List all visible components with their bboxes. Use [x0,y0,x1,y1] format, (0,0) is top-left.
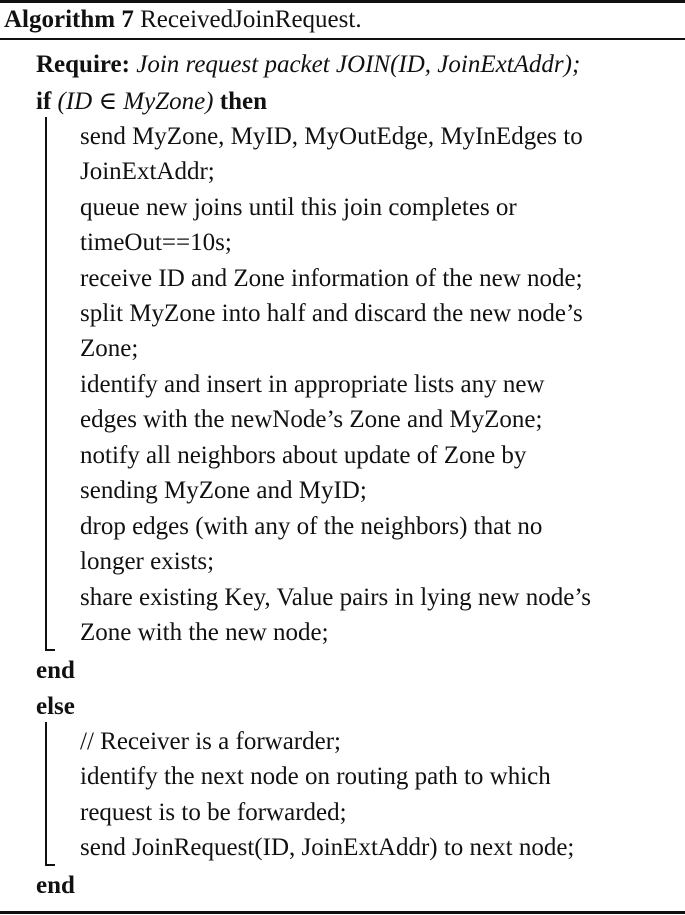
then-line: split MyZone into half and discard the new node’s [80,300,583,327]
then-keyword: then [219,88,267,115]
then-line: Zone with the new node; [80,619,329,646]
require-keyword: Require: [36,51,130,78]
then-line: receive ID and Zone information of the new node; [80,265,583,292]
then-line: share existing Key, Value pairs in lying new node’s [80,584,592,611]
caption-rule [0,38,685,40]
then-line: drop edges (with any of the neighbors) that no [80,513,543,540]
else-line: // Receiver is a forwarder; [80,728,341,755]
then-line: Zone; [80,335,139,362]
algorithm-label: Algorithm 7 [4,6,134,33]
else-line: identify the next node on routing path to which [80,763,551,790]
then-line: notify all neighbors about update of Zone by [80,442,527,469]
algorithm-caption [4,5,362,35]
top-rule [0,0,685,3]
then-line: send MyZone, MyID, MyOutEdge, MyInEdges to [80,123,583,150]
then-line: JoinExtAddr; [80,158,215,185]
else-line: request is to be forwarded; [80,799,347,826]
then-scope-tick [45,649,55,651]
else-keyword: else [36,693,75,720]
require-line [36,50,580,80]
if-line [36,87,267,117]
then-line: longer exists; [80,548,215,575]
if-condition: (ID ∈ MyZone) [57,88,214,115]
then-line: queue new joins until this join completes or [80,194,517,221]
then-line: timeOut==10s; [80,229,232,256]
then-scope-bar [45,117,47,651]
else-line: send JoinRequest(ID, JoinExtAddr) to next node; [80,834,575,861]
end-keyword: end [36,872,75,899]
then-line: identify and insert in appropriate lists any new [80,371,545,398]
bottom-rule [0,911,685,914]
then-line: sending MyZone and MyID; [80,477,367,504]
end-keyword: end [36,657,75,684]
require-text: Join request packet JOIN(ID, JoinExtAddr); [136,51,581,78]
else-scope-tick [45,864,55,866]
then-line: edges with the newNode’s Zone and MyZone; [80,406,543,433]
else-scope-bar [45,722,47,866]
if-keyword: if [36,88,52,115]
algorithm-name: ReceivedJoinRequest. [140,6,362,33]
